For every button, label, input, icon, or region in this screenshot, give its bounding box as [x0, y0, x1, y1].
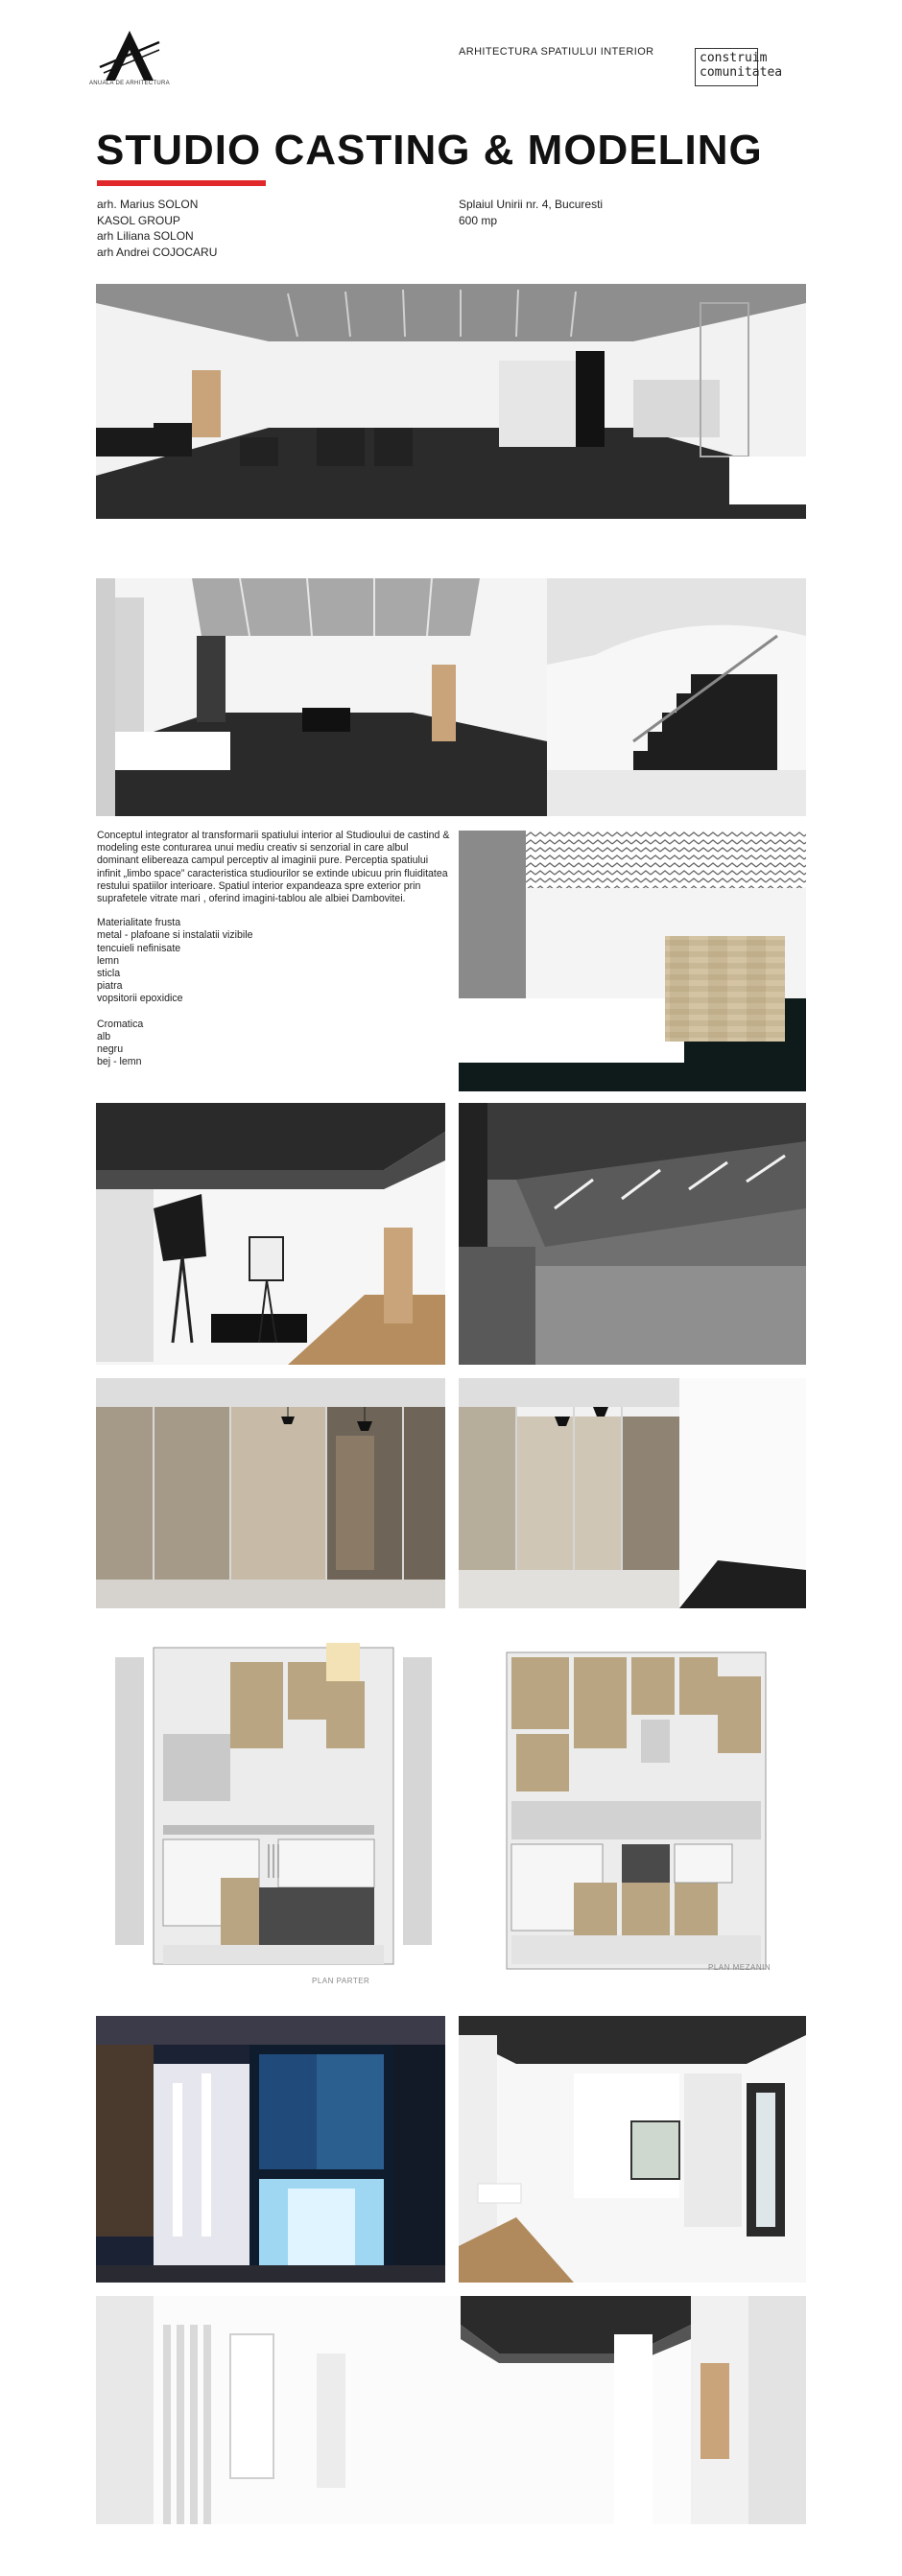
area: 600 mp — [459, 213, 498, 227]
logo-caption: ANUALA DE ARHITECTURA — [89, 81, 170, 86]
location — [459, 197, 603, 228]
plan-ground-floor-label: PLAN PARTER — [312, 1977, 370, 1985]
project-title: STUDIO CASTING & MODELING — [96, 127, 763, 174]
credits — [97, 197, 217, 260]
material-item: lemn — [97, 954, 119, 967]
photo-glass-corridor — [96, 1378, 445, 1608]
photo-waiting-area — [96, 578, 806, 816]
photo-casting-studio — [96, 1103, 445, 1365]
materials-list — [97, 917, 452, 1005]
material-item: vopsitorii epoxidice — [97, 993, 183, 1005]
color-item: alb — [97, 1030, 111, 1042]
credit-line: arh Liliana SOLON — [97, 229, 194, 243]
credit-line: arh Andrei COJOCARU — [97, 245, 218, 259]
material-item: metal - plafoane si instalatii vizibile — [97, 929, 253, 942]
plan-mezzanine — [459, 1638, 806, 1991]
material-board — [459, 831, 806, 1091]
color-item: bej - lemn — [97, 1056, 142, 1068]
photo-ceiling-detail — [459, 1103, 806, 1365]
photo-lobby-panorama — [96, 284, 806, 519]
address: Splaiul Unirii nr. 4, Bucuresti — [459, 198, 604, 211]
materials-title: Materialitate frusta — [97, 917, 181, 929]
color-item: negru — [97, 1043, 124, 1056]
anuala-logo-icon — [96, 29, 163, 82]
project-description — [97, 830, 452, 1068]
material-item: piatra — [97, 980, 123, 993]
photo-limbo-studio — [96, 2296, 806, 2524]
colors-list — [97, 1019, 452, 1069]
plan-ground-floor — [96, 1638, 445, 1991]
title-underline — [97, 180, 266, 186]
partner-logo — [695, 48, 783, 86]
plan-mezzanine-label: PLAN MEZANIN — [708, 1963, 771, 1972]
partner-logo-line1: construim — [700, 51, 768, 65]
credit-line: arh. Marius SOLON — [97, 198, 199, 211]
colors-title: Cromatica — [97, 1018, 144, 1030]
material-item: tencuieli nefinisate — [97, 942, 181, 954]
photo-glass-partitions — [459, 1378, 806, 1608]
photo-night-facade — [96, 2016, 445, 2283]
material-item: sticla — [97, 968, 121, 980]
photo-empty-studio — [459, 2016, 806, 2283]
credit-line: KASOL GROUP — [97, 213, 180, 227]
section-title: ARHITECTURA SPATIULUI INTERIOR — [459, 46, 654, 58]
partner-logo-line2: comunitatea — [700, 65, 783, 80]
concept-text: Conceptul integrator al transformarii spatiului interior al Studioului de castind & modeling este conturarea unui mediu creativ si senzorial in care albul dominant elibereaza campul perceptiv al imaginii pure. Perceptia spatiului infinit „limbo space” caracteristica studiourilor se extinde ubicuu prin fluiditatea restului spatiilor interioare. Spatiul interior expandeaza spre exterior prin suprafetele vitrate mari , oferind imagini-tablou ale albiei Dambovitei. — [97, 830, 450, 905]
